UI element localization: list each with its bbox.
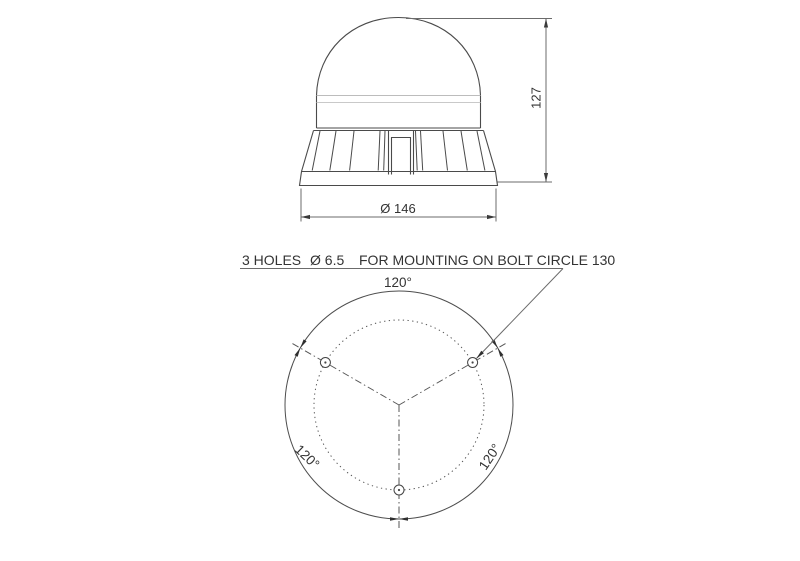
base-skirt-left-edge bbox=[302, 131, 314, 172]
dome-outline bbox=[317, 18, 481, 129]
note-holes-count: 3 HOLES bbox=[242, 252, 302, 268]
note-hole-diameter: Ø 6.5 bbox=[310, 252, 345, 268]
dia-arrow-left bbox=[301, 215, 310, 219]
angle-label-bottom-right: 120° bbox=[475, 441, 504, 473]
height-arrow-bottom bbox=[544, 173, 548, 182]
base-flange bbox=[300, 172, 498, 186]
height-dimension-label: 127 bbox=[528, 87, 544, 109]
angle-label-top: 120° bbox=[384, 275, 412, 290]
leader-line bbox=[476, 269, 563, 359]
base-ribs bbox=[312, 131, 485, 171]
dia-arrow-right bbox=[487, 215, 496, 219]
height-arrow-top bbox=[544, 19, 548, 28]
base-center-tab bbox=[389, 131, 414, 175]
base-skirt-right-edge bbox=[484, 131, 496, 172]
angle-label-bottom-left: 120° bbox=[291, 441, 323, 472]
side-view-drawing bbox=[300, 18, 498, 186]
diameter-dimension-label: Ø 146 bbox=[380, 201, 416, 216]
note-mounting-text: FOR MOUNTING ON BOLT CIRCLE 130 bbox=[359, 252, 616, 268]
bolt-circle-drawing bbox=[240, 269, 563, 530]
radial-center-lines bbox=[292, 343, 507, 529]
side-view-dimensions bbox=[301, 19, 552, 222]
